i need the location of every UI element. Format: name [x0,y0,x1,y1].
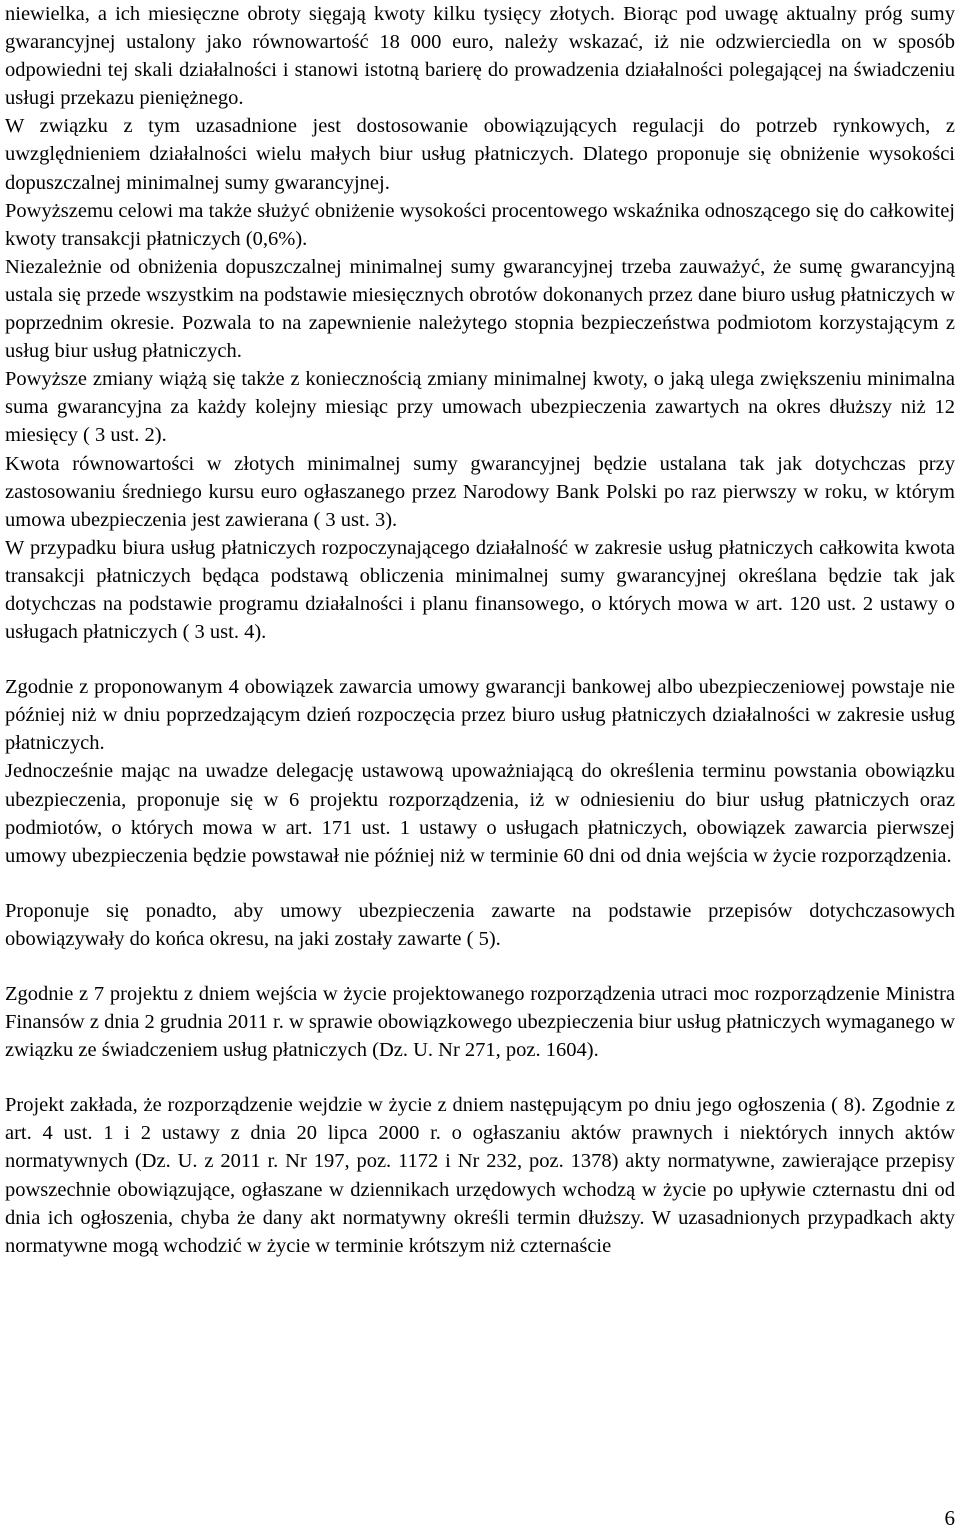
paragraph-market-adjustment: W związku z tym uzasadnione jest dostosowanie obowiązujących regulacji do potrzeb rynkowych, z uwzględnieniem działalności wielu małych biur usług płatniczych. Dlatego proponuje się obniżenie wysokości dopuszczalnej minimalnej sumy gwarancyjnej. [5,115,955,194]
paragraph-minimum-amount-change: Powyższe zmiany wiążą się także z koniecznością zmiany minimalnej kwoty, o jaką ulega zwiększeniu minimalna suma gwarancyjna za każdy kolejny miesiąc przy umowach ubezpieczenia zawartych na okres dłuższy niż 12 miesięcy ( 3 ust. 2). [5,368,955,447]
paragraph-existing-contracts: Proponuje się ponadto, aby umowy ubezpieczenia zawarte na podstawie przepisów dotychczasowych obowiązywały do końca okresu, na jaki zostały zawarte ( 5). [5,899,955,950]
document-page [5,0,955,1260]
paragraph-repeal: Zgodnie z 7 projektu z dniem wejścia w życie projektowanego rozporządzenia utraci moc rozporządzenie Ministra Finansów z dnia 2 grudnia 2011 r. w sprawie obowiązkowego ubezpieczenia biur usług płatniczych wymaganego w związku ze świadczeniem usług płatniczych (Dz. U. Nr 271, poz. 1604). [5,983,955,1062]
paragraph-exchange-rate: Kwota równowartości w złotych minimalnej sumy gwarancyjnej będzie ustalana tak jak dotychczas przy zastosowaniu średniego kursu euro ogłaszanego przez Narodowy Bank Polski po raz pierwszy w roku, w którym umowa ubezpieczenia jest zawierana ( 3 ust. 3). [5,452,955,531]
paragraph-entry-into-force: Projekt zakłada, że rozporządzenie wejdzie w życie z dniem następującym po dniu jego ogłoszenia ( 8). Zgodnie z art. 4 ust. 1 i 2 ustawy z dnia 20 lipca 2000 r. o ogłaszaniu aktów prawnych i niektórych innych aktów normatywnych (Dz. U. z 2011 r. Nr 197, poz. 1172 i Nr 232, poz. 1378) akty normatywne, zawierające przepisy powszechnie obowiązujące, ogłaszane w dziennikach urzędowych wchodzą w życie po upływie czternastu dni od dnia ich ogłoszenia, chyba że dany akt normatywny określi termin dłuższy. W uzasadnionych przypadkach akty normatywne mogą wchodzić w życie w terminie krótszym niż czternaście [5,1094,955,1257]
paragraph-gap [5,1064,955,1091]
paragraph-gap [5,870,955,897]
paragraph-gap [5,646,955,673]
paragraph-gap [5,953,955,980]
paragraph-monthly-turnover: Niezależnie od obniżenia dopuszczalnej minimalnej sumy gwarancyjnej trzeba zauważyć, że sumę gwarancyjną ustala się przede wszystkim na podstawie miesięcznych obrotów dokonanych przez dane biuro usług płatniczych w poprzednim okresie. Pozwala to na zapewnienie należytego stopnia bezpieczeństwa podmiotom korzystającym z usług biur usług płatniczych. [5,255,955,363]
paragraph-obligation-timing: Zgodnie z proponowanym 4 obowiązek zawarcia umowy gwarancji bankowej albo ubezpieczeniowej powstaje nie później niż w dniu poprzedzającym dzień rozpoczęcia przez biuro usług płatniczych działalności w zakresie usług płatniczych. [5,676,955,755]
page-number: 6 [944,1506,955,1530]
paragraph-intro-continuation: niewielka, a ich miesięczne obroty sięgają kwoty kilku tysięcy złotych. Biorąc pod uwagę aktualny próg sumy gwarancyjnej ustalony jako równowartość 18 000 euro, należy wskazać, iż nie odzwierciedla on w sposób odpowiedni tej skali działalności i stanowi istotną barierę do prowadzenia działalności polegającej na świadczeniu usługi przekazu pieniężnego. [5,3,955,110]
paragraph-percentage-indicator: Powyższemu celowi ma także służyć obniżenie wysokości procentowego wskaźnika odnoszącego się do całkowitej kwoty transakcji płatniczych (0,6%). [5,199,955,250]
paragraph-delegation: Jednocześnie mając na uwadze delegację ustawową upoważniającą do określenia terminu powstania obowiązku ubezpieczenia, proponuje się w 6 projektu rozporządzenia, iż w odniesieniu do biur usług płatniczych oraz podmiotów, o których mowa w art. 171 ust. 1 ustawy o usługach płatniczych, obowiązek zawarcia pierwszej umowy ubezpieczenia będzie powstawał nie później niż w terminie 60 dni od dnia wejścia w życie rozporządzenia. [5,760,955,867]
paragraph-new-bureau: W przypadku biura usług płatniczych rozpoczynającego działalność w zakresie usług płatniczych całkowita kwota transakcji płatniczych będąca podstawą obliczenia minimalnej sumy gwarancyjnej określana będzie tak jak dotychczas na podstawie programu działalności i planu finansowego, o których mowa w art. 120 ust. 2 ustawy o usługach płatniczych ( 3 ust. 4). [5,536,955,644]
